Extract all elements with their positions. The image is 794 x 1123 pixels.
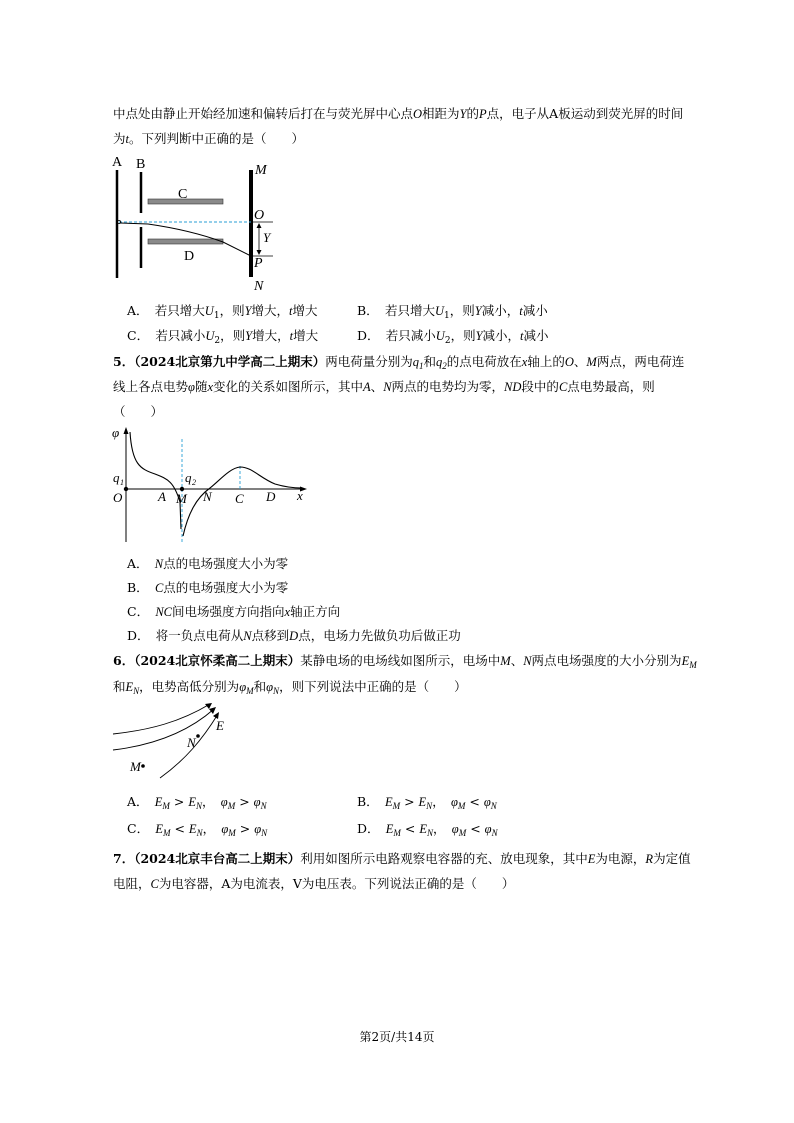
- q7-stem-line1: 7．（2024北京丰台高二上期末）利用如图所示电路观察电容器的充、放电现象，其中E为电源，R为定值: [113, 851, 691, 866]
- q4-stem-line1: 中点处由静止开始经加速和偏转后打在与荧光屏中心点O相距为Y的P点，电子从A板运动到荧光屏的时间: [113, 106, 684, 121]
- curve-left: [130, 432, 181, 529]
- q5-option-D[interactable]: D． 将一负点电荷从N点移到D点，电场力先做负功后做正功: [127, 628, 461, 643]
- label-phi: φ: [112, 425, 120, 440]
- label-B: B: [136, 157, 146, 172]
- label-C: C: [235, 491, 244, 506]
- label-P: P: [254, 256, 263, 271]
- q7-stem-line2: 电阻，C为电容器，A为电流表，V为电压表。下列说法正确的是（ ）: [113, 876, 515, 891]
- label-q2-sub: 2: [192, 478, 196, 487]
- q6-stem-line2: 和$E_N$，电势高低分别为$\varphi_M$和$\varphi_N$，则下列说法中正确的是（ ）: [113, 679, 467, 696]
- q6-option-D[interactable]: D． $E_M < E_N$， $\varphi_M < \varphi_N$: [357, 821, 498, 838]
- label-C: C: [178, 187, 188, 202]
- label-A: A: [112, 155, 123, 170]
- q4-option-A[interactable]: A． 若只增大$U_1$，则Y增大，t增大: [127, 303, 318, 321]
- label-N: N: [254, 279, 264, 292]
- q5-paren: （ ）: [113, 404, 164, 419]
- q5-option-B[interactable]: B． C点的电场强度大小为零: [127, 580, 289, 595]
- plate-D: [148, 239, 223, 244]
- q6-stem-line1: 6．（2024北京怀柔高二上期末）某静电场的电场线如图所示，电场中M、N两点电场强度的大小分别为$E_M$: [113, 653, 697, 670]
- field-line-2: [113, 709, 214, 750]
- label-q1: q: [113, 470, 120, 485]
- label-N: N: [203, 489, 212, 504]
- label-q2: q: [185, 470, 192, 485]
- field-line-1: [113, 704, 210, 734]
- label-O: O: [113, 490, 123, 505]
- q6-option-C[interactable]: C． $E_M < E_N$， $\varphi_M > \varphi_N$: [127, 821, 268, 838]
- q5-stem-line1: 5．（2024北京第九中学高二上期末）两电荷量分别为$q_1$和$q_2$的点电荷放在x轴上的O、M两点，两电荷连: [113, 354, 685, 371]
- q6-option-B[interactable]: B． $E_M > E_N$， $\varphi_M < \varphi_N$: [357, 794, 497, 811]
- label-M: M: [255, 163, 267, 178]
- label-A: A: [158, 489, 166, 504]
- q4-oscilloscope-figure: [108, 150, 293, 292]
- charge-q1: [124, 487, 128, 491]
- label-Y: Y: [263, 230, 271, 245]
- label-x: x: [297, 488, 303, 503]
- q5-option-A[interactable]: A． N点的电场强度大小为零: [127, 556, 289, 571]
- q6-option-A[interactable]: A． $E_M > E_N$， $\varphi_M > \varphi_N$: [127, 794, 267, 811]
- label-M: M: [130, 759, 141, 774]
- label-D: D: [266, 489, 276, 504]
- q4-option-C[interactable]: C． 若只减小$U_2$，则Y增大，t增大: [127, 328, 319, 346]
- q4-stem-line2: 为t。下列判断中正确的是（ ）: [113, 131, 305, 146]
- page-footer: 第2页/共14页: [359, 1030, 435, 1044]
- q6-field-lines-figure: [110, 700, 240, 782]
- label-M: M: [176, 491, 187, 506]
- label-D: D: [184, 249, 195, 264]
- label-N: N: [187, 735, 196, 750]
- q5-option-C[interactable]: C． NC间电场强度方向指向x轴正方向: [127, 604, 341, 619]
- q4-option-D[interactable]: D． 若只减小$U_2$，则Y减小，t减小: [357, 328, 549, 346]
- label-O: O: [254, 208, 265, 223]
- point-M: [141, 764, 145, 768]
- label-q1-sub: 1: [120, 478, 124, 487]
- label-E: E: [216, 718, 224, 733]
- q4-option-B[interactable]: B． 若只增大$U_1$，则Y减小，t减小: [357, 303, 548, 321]
- point-N: [196, 734, 200, 738]
- q5-potential-graph: [110, 424, 310, 544]
- q5-stem-line2: 线上各点电势φ随x变化的关系如图所示，其中A、N两点的电势均为零，ND段中的C点电势最高，则: [113, 379, 655, 394]
